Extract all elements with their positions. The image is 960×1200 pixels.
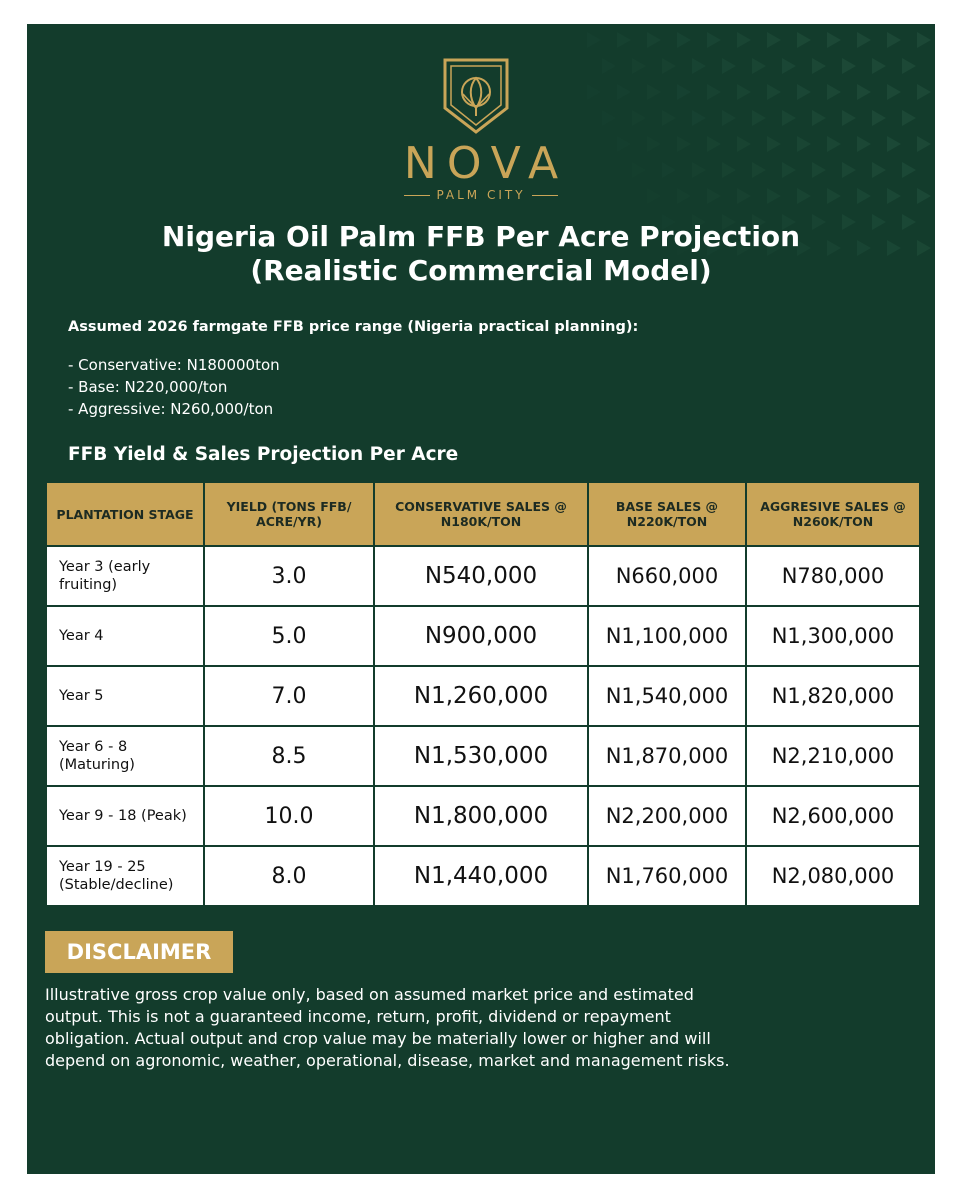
conservative-cell: N1,260,000	[374, 666, 588, 726]
yield-cell: 7.0	[204, 666, 374, 726]
price-item-base: - Base: N220,000/ton	[68, 378, 228, 396]
yield-cell: 3.0	[204, 546, 374, 606]
column-header: YIELD (TONS FFB/ ACRE/YR)	[204, 482, 374, 546]
aggressive-cell: N780,000	[746, 546, 920, 606]
column-header: CONSERVATIVE SALES @ N180K/TON	[374, 482, 588, 546]
yield-cell: 8.5	[204, 726, 374, 786]
base-cell: N1,100,000	[588, 606, 746, 666]
aggressive-cell: N2,600,000	[746, 786, 920, 846]
aggressive-cell: N2,210,000	[746, 726, 920, 786]
brand-tagline-text: PALM CITY	[436, 188, 526, 202]
brand-name: NOVA	[403, 138, 569, 189]
base-cell: N2,200,000	[588, 786, 746, 846]
conservative-cell: N1,530,000	[374, 726, 588, 786]
stage-cell: Year 6 - 8 (Maturing)	[46, 726, 204, 786]
aggressive-cell: N1,300,000	[746, 606, 920, 666]
yield-cell: 10.0	[204, 786, 374, 846]
table-row	[46, 846, 920, 906]
conservative-cell: N1,800,000	[374, 786, 588, 846]
table-row	[46, 606, 920, 666]
price-item-conservative: - Conservative: N180000ton	[68, 356, 280, 374]
stage-cell: Year 4	[46, 606, 204, 666]
price-assumption-heading: Assumed 2026 farmgate FFB price range (Nigeria practical planning):	[68, 319, 639, 335]
base-cell: N1,540,000	[588, 666, 746, 726]
price-item-aggressive: - Aggressive: N260,000/ton	[68, 400, 274, 418]
table-heading: FFB Yield & Sales Projection Per Acre	[68, 444, 459, 465]
stage-cell: Year 5	[46, 666, 204, 726]
base-cell: N1,870,000	[588, 726, 746, 786]
table-row	[46, 726, 920, 786]
conservative-cell: N900,000	[374, 606, 588, 666]
table-row	[46, 786, 920, 846]
price-assumption-list	[68, 354, 280, 420]
title-line-1: Nigeria Oil Palm FFB Per Acre Projection	[161, 220, 801, 253]
table-row	[46, 546, 920, 606]
poster	[27, 24, 935, 1174]
palm-leaf-shield-icon	[441, 56, 511, 136]
stage-cell: Year 19 - 25 (Stable/decline)	[46, 846, 204, 906]
column-header: PLANTATION STAGE	[46, 482, 204, 546]
column-header: BASE SALES @ N220K/TON	[588, 482, 746, 546]
table-row	[46, 666, 920, 726]
aggressive-cell: N2,080,000	[746, 846, 920, 906]
conservative-cell: N1,440,000	[374, 846, 588, 906]
yield-cell: 5.0	[204, 606, 374, 666]
conservative-cell: N540,000	[374, 546, 588, 606]
base-cell: N1,760,000	[588, 846, 746, 906]
title-line-2: (Realistic Commercial Model)	[250, 254, 712, 287]
stage-cell: Year 9 - 18 (Peak)	[46, 786, 204, 846]
table-header-row	[46, 482, 920, 546]
column-header: AGGRESIVE SALES @ N260K/TON	[746, 482, 920, 546]
brand-tagline	[27, 188, 935, 202]
projection-table	[45, 481, 921, 907]
yield-cell: 8.0	[204, 846, 374, 906]
aggressive-cell: N1,820,000	[746, 666, 920, 726]
base-cell: N660,000	[588, 546, 746, 606]
disclaimer-badge: DISCLAIMER	[45, 931, 233, 973]
page-title	[27, 220, 935, 288]
stage-cell: Year 3 (early fruiting)	[46, 546, 204, 606]
disclaimer-text: Illustrative gross crop value only, based on assumed market price and estimated output. This is not a guaranteed income, return, profit, dividend or repayment obligation. Actual output and crop value may be materially lower or higher and will depend on agronomic, weather, operational, disease, market and management risks.	[45, 985, 730, 1070]
